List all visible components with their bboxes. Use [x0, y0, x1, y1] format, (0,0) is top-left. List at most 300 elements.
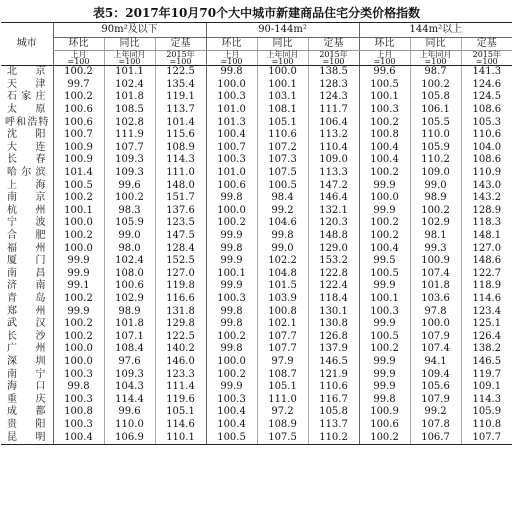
index-value: 103.9: [257, 293, 308, 306]
city-name: 杭州: [7, 204, 46, 216]
index-value: 111.0: [257, 393, 308, 406]
index-value: 100.7: [53, 129, 104, 142]
index-value: 114.4: [104, 393, 155, 406]
index-value: 148.1: [461, 230, 512, 243]
index-value: 108.9: [257, 419, 308, 432]
unit-header-base: 2015年 =100: [308, 51, 359, 66]
index-value: 100.3: [53, 368, 104, 381]
table-row: [1, 129, 512, 142]
index-value: 113.2: [308, 129, 359, 142]
index-value: 107.7: [257, 330, 308, 343]
index-value: 99.8: [206, 192, 257, 205]
index-value: 99.0: [410, 179, 461, 192]
index-value: 100.5: [359, 330, 410, 343]
index-value: 107.4: [410, 268, 461, 281]
index-value: 108.5: [104, 104, 155, 117]
index-value: 105.1: [257, 381, 308, 394]
index-value: 121.9: [308, 368, 359, 381]
index-value: 127.0: [461, 242, 512, 255]
index-value: 100.5: [53, 179, 104, 192]
table-row: [1, 393, 512, 406]
index-value: 126.4: [461, 330, 512, 343]
index-value: 105.6: [410, 381, 461, 394]
index-value: 101.5: [257, 280, 308, 293]
index-value: 99.9: [359, 368, 410, 381]
index-value: 99.9: [206, 280, 257, 293]
index-value: 99.0: [257, 242, 308, 255]
index-value: 99.8: [257, 230, 308, 243]
index-value: 98.1: [410, 230, 461, 243]
index-value: 108.0: [104, 268, 155, 281]
index-value: 99.8: [206, 242, 257, 255]
index-value: 115.6: [155, 129, 206, 142]
city-name: 南京: [7, 192, 46, 204]
index-value: 100.2: [359, 116, 410, 129]
table-row: [1, 419, 512, 432]
index-value: 109.0: [308, 154, 359, 167]
index-value: 99.9: [359, 179, 410, 192]
index-value: 137.9: [308, 343, 359, 356]
table-row: [1, 230, 512, 243]
index-value: 140.2: [155, 343, 206, 356]
index-value: 105.9: [461, 406, 512, 419]
index-value: 107.7: [461, 431, 512, 444]
subheader-base: 定基: [461, 38, 512, 51]
index-value: 110.0: [410, 129, 461, 142]
city-name: 石家庄: [7, 91, 46, 103]
index-value: 99.6: [104, 406, 155, 419]
unit-header-mom: 上月 =100: [359, 51, 410, 66]
index-value: 109.3: [104, 167, 155, 180]
index-value: 123.5: [155, 217, 206, 230]
index-value: 97.9: [257, 356, 308, 369]
index-value: 128.4: [155, 242, 206, 255]
index-value: 109.3: [104, 154, 155, 167]
index-value: 99.9: [206, 255, 257, 268]
index-value: 102.4: [104, 255, 155, 268]
index-value: 100.9: [53, 142, 104, 155]
index-value: 146.4: [308, 192, 359, 205]
subheader-base: 定基: [308, 38, 359, 51]
table-row: [1, 142, 512, 155]
city-name: 广州: [7, 343, 46, 355]
index-value: 100.4: [359, 154, 410, 167]
table-row: [1, 381, 512, 394]
index-value: 102.8: [104, 116, 155, 129]
index-value: 100.4: [359, 142, 410, 155]
table-row: [1, 318, 512, 331]
index-value: 100.0: [53, 217, 104, 230]
index-value: 101.3: [206, 116, 257, 129]
index-value: 100.2: [206, 330, 257, 343]
index-value: 108.1: [257, 104, 308, 117]
index-value: 123.4: [461, 305, 512, 318]
index-value: 118.9: [461, 280, 512, 293]
index-value: 99.8: [206, 343, 257, 356]
index-value: 122.5: [155, 66, 206, 79]
index-value: 116.6: [155, 293, 206, 306]
index-value: 100.6: [104, 280, 155, 293]
index-value: 124.6: [461, 79, 512, 92]
index-value: 100.2: [359, 167, 410, 180]
index-value: 110.6: [257, 129, 308, 142]
index-value: 105.3: [461, 116, 512, 129]
index-value: 107.7: [257, 343, 308, 356]
index-value: 100.2: [53, 91, 104, 104]
index-value: 101.8: [104, 318, 155, 331]
index-value: 100.9: [53, 154, 104, 167]
index-value: 97.2: [257, 406, 308, 419]
index-value: 137.6: [155, 205, 206, 218]
index-value: 100.3: [359, 305, 410, 318]
index-value: 105.8: [410, 91, 461, 104]
index-value: 98.3: [104, 205, 155, 218]
table-row: [1, 343, 512, 356]
index-value: 101.0: [206, 167, 257, 180]
index-value: 97.8: [410, 305, 461, 318]
index-value: 110.9: [461, 167, 512, 180]
index-value: 100.1: [359, 91, 410, 104]
index-value: 100.4: [359, 242, 410, 255]
index-value: 128.3: [308, 79, 359, 92]
index-value: 124.3: [308, 91, 359, 104]
city-name: 重庆: [7, 393, 46, 405]
index-value: 100.0: [206, 79, 257, 92]
index-value: 122.8: [308, 268, 359, 281]
table-row: [1, 356, 512, 369]
table-row: [1, 66, 512, 79]
index-value: 152.5: [155, 255, 206, 268]
index-value: 99.3: [410, 242, 461, 255]
group-header-large: 144m²以上: [359, 23, 512, 38]
index-value: 101.4: [53, 167, 104, 180]
index-value: 110.2: [308, 431, 359, 444]
index-value: 99.9: [359, 318, 410, 331]
index-value: 104.6: [257, 217, 308, 230]
index-value: 110.1: [155, 431, 206, 444]
index-value: 100.5: [206, 431, 257, 444]
unit-header-base: 2015年 =100: [461, 51, 512, 66]
index-value: 113.7: [155, 104, 206, 117]
index-value: 99.5: [359, 255, 410, 268]
index-value: 100.2: [104, 192, 155, 205]
index-value: 100.2: [359, 217, 410, 230]
city-name: 昆明: [1, 431, 53, 444]
city-name: 郑州: [7, 305, 46, 317]
index-value: 99.1: [53, 280, 104, 293]
index-value: 143.0: [461, 179, 512, 192]
city-name: 宁波: [7, 217, 46, 229]
index-value: 124.5: [461, 91, 512, 104]
index-value: 100.2: [410, 205, 461, 218]
unit-header-yoy: 上年同月 =100: [257, 51, 308, 66]
index-value: 138.2: [461, 343, 512, 356]
unit-header-base: 2015年 =100: [155, 51, 206, 66]
index-value: 148.6: [461, 255, 512, 268]
index-value: 100.2: [206, 217, 257, 230]
index-value: 100.6: [359, 419, 410, 432]
index-value: 107.5: [257, 431, 308, 444]
index-value: 100.4: [206, 419, 257, 432]
index-value: 99.8: [359, 393, 410, 406]
table-row: [1, 104, 512, 117]
index-value: 119.1: [155, 91, 206, 104]
index-value: 99.2: [257, 205, 308, 218]
index-value: 114.6: [155, 419, 206, 432]
index-value: 108.6: [461, 104, 512, 117]
index-value: 108.9: [155, 142, 206, 155]
index-value: 99.0: [104, 230, 155, 243]
index-value: 100.0: [410, 318, 461, 331]
index-value: 148.8: [308, 230, 359, 243]
index-value: 100.2: [410, 79, 461, 92]
index-value: 99.9: [359, 381, 410, 394]
index-value: 126.8: [308, 330, 359, 343]
index-value: 100.2: [53, 230, 104, 243]
city-name: 厦门: [7, 255, 46, 267]
index-value: 102.9: [104, 293, 155, 306]
index-value: 129.0: [308, 242, 359, 255]
index-value: 100.0: [257, 66, 308, 79]
table-row: [1, 116, 512, 129]
index-value: 106.7: [410, 431, 461, 444]
city-name: 沈阳: [7, 129, 46, 141]
index-value: 131.8: [155, 305, 206, 318]
table-row: [1, 217, 512, 230]
index-value: 100.3: [359, 104, 410, 117]
index-value: 100.3: [206, 293, 257, 306]
index-value: 105.9: [104, 217, 155, 230]
index-value: 128.9: [461, 205, 512, 218]
table-title: 表5：2017年10月70个大中城市新建商品住宅分类价格指数: [92, 6, 421, 20]
table-row: [1, 167, 512, 180]
index-value: 102.1: [257, 318, 308, 331]
index-value: 100.8: [53, 406, 104, 419]
index-value: 99.6: [104, 179, 155, 192]
table-row: [1, 293, 512, 306]
index-value: 104.3: [104, 381, 155, 394]
index-value: 100.5: [359, 268, 410, 281]
index-value: 143.2: [461, 192, 512, 205]
city-name: 大连: [7, 141, 46, 153]
index-value: 100.1: [359, 293, 410, 306]
index-value: 100.2: [359, 230, 410, 243]
index-value: 118.4: [308, 293, 359, 306]
index-value: 103.1: [257, 91, 308, 104]
index-value: 100.1: [206, 268, 257, 281]
city-name: 呼和浩特: [5, 116, 49, 128]
index-value: 99.8: [53, 381, 104, 394]
index-value: 122.5: [155, 330, 206, 343]
index-value: 102.2: [257, 255, 308, 268]
index-value: 101.8: [104, 91, 155, 104]
index-value: 99.8: [206, 66, 257, 79]
city-name: 太原: [7, 104, 46, 116]
index-value: 111.4: [155, 381, 206, 394]
city-name: 贵阳: [7, 418, 46, 430]
index-value: 99.9: [53, 255, 104, 268]
index-value: 120.3: [308, 217, 359, 230]
index-value: 111.7: [308, 104, 359, 117]
index-value: 125.1: [461, 318, 512, 331]
index-value: 100.0: [53, 242, 104, 255]
index-value: 114.3: [155, 154, 206, 167]
index-value: 111.9: [104, 129, 155, 142]
table-row: [1, 179, 512, 192]
index-value: 129.8: [155, 318, 206, 331]
index-value: 94.1: [410, 356, 461, 369]
city-name: 济南: [7, 280, 46, 292]
city-name: 南宁: [7, 368, 46, 380]
index-value: 99.8: [206, 305, 257, 318]
index-value: 105.8: [308, 406, 359, 419]
index-value: 147.5: [155, 230, 206, 243]
index-value: 107.7: [104, 142, 155, 155]
index-value: 122.7: [461, 268, 512, 281]
index-value: 100.3: [53, 393, 104, 406]
index-value: 114.3: [461, 393, 512, 406]
index-value: 100.4: [206, 129, 257, 142]
city-column-header: 城市: [1, 23, 53, 66]
table-row: [1, 205, 512, 218]
index-value: 153.2: [308, 255, 359, 268]
index-value: 100.2: [206, 368, 257, 381]
index-value: 100.2: [359, 431, 410, 444]
unit-header-yoy: 上年同月 =100: [104, 51, 155, 66]
index-value: 100.2: [53, 330, 104, 343]
index-value: 100.0: [53, 356, 104, 369]
index-value: 100.1: [257, 79, 308, 92]
index-value: 101.1: [104, 66, 155, 79]
index-value: 107.5: [257, 167, 308, 180]
index-value: 98.0: [104, 242, 155, 255]
index-value: 135.4: [155, 79, 206, 92]
city-name: 福州: [7, 242, 46, 254]
index-value: 113.7: [308, 419, 359, 432]
index-value: 102.9: [410, 217, 461, 230]
index-value: 100.3: [53, 419, 104, 432]
index-value: 107.1: [104, 330, 155, 343]
table-row: [1, 305, 512, 318]
index-value: 100.5: [359, 79, 410, 92]
index-value: 100.2: [53, 192, 104, 205]
table-row: [1, 268, 512, 281]
index-value: 99.9: [206, 230, 257, 243]
index-value: 100.3: [206, 154, 257, 167]
city-name: 深圳: [7, 355, 46, 367]
index-value: 100.6: [206, 179, 257, 192]
index-value: 100.5: [257, 179, 308, 192]
index-value: 100.6: [53, 104, 104, 117]
index-value: 99.6: [359, 66, 410, 79]
index-value: 109.0: [410, 167, 461, 180]
index-value: 113.3: [308, 167, 359, 180]
city-name: 青岛: [7, 292, 46, 304]
index-value: 109.3: [104, 368, 155, 381]
index-value: 100.2: [53, 66, 104, 79]
index-value: 100.9: [410, 255, 461, 268]
table-row: [1, 330, 512, 343]
index-value: 107.9: [410, 393, 461, 406]
city-name: 长春: [7, 154, 46, 166]
index-value: 118.3: [461, 217, 512, 230]
index-value: 138.5: [308, 66, 359, 79]
index-value: 141.3: [461, 66, 512, 79]
table-row: [1, 192, 512, 205]
index-value: 119.6: [155, 393, 206, 406]
index-value: 99.9: [359, 356, 410, 369]
index-value: 146.5: [461, 356, 512, 369]
index-value: 100.3: [206, 91, 257, 104]
index-value: 102.4: [104, 79, 155, 92]
table-row: [1, 280, 512, 293]
index-value: 99.9: [53, 305, 104, 318]
index-value: 108.6: [461, 154, 512, 167]
index-value: 103.6: [410, 293, 461, 306]
index-value: 100.4: [53, 431, 104, 444]
city-name: 上海: [7, 179, 46, 191]
city-name: 海口: [7, 381, 46, 393]
index-value: 104.0: [461, 142, 512, 155]
index-value: 105.1: [257, 116, 308, 129]
index-value: 108.7: [257, 368, 308, 381]
city-name: 哈尔滨: [7, 167, 46, 179]
unit-header-mom: 上月 =100: [206, 51, 257, 66]
index-value: 106.9: [104, 431, 155, 444]
unit-header-yoy: 上年同月 =100: [410, 51, 461, 66]
index-value: 110.8: [461, 419, 512, 432]
index-value: 100.2: [53, 318, 104, 331]
index-value: 101.4: [155, 116, 206, 129]
index-value: 99.8: [206, 318, 257, 331]
index-value: 107.9: [410, 330, 461, 343]
table-row: [1, 406, 512, 419]
index-value: 100.0: [206, 356, 257, 369]
index-value: 107.8: [410, 419, 461, 432]
subheader-base: 定基: [155, 38, 206, 51]
table-row: [1, 79, 512, 92]
index-value: 99.9: [53, 268, 104, 281]
table-row: [1, 255, 512, 268]
index-value: 98.7: [410, 66, 461, 79]
index-value: 99.9: [359, 205, 410, 218]
index-value: 146.0: [155, 356, 206, 369]
index-value: 100.1: [53, 205, 104, 218]
index-value: 99.7: [53, 79, 104, 92]
index-value: 105.1: [155, 406, 206, 419]
index-value: 100.6: [53, 116, 104, 129]
index-value: 119.7: [461, 368, 512, 381]
index-value: 110.6: [461, 129, 512, 142]
index-value: 100.2: [53, 293, 104, 306]
table-row: [1, 242, 512, 255]
table-row: [1, 91, 512, 104]
group-header-small: 90m²及以下: [53, 23, 206, 38]
index-value: 116.7: [308, 393, 359, 406]
index-value: 111.0: [155, 167, 206, 180]
index-value: 100.8: [257, 305, 308, 318]
index-value: 130.8: [308, 318, 359, 331]
index-value: 100.7: [206, 142, 257, 155]
index-value: 110.6: [308, 381, 359, 394]
price-index-table: [1, 22, 512, 445]
index-value: 109.1: [461, 381, 512, 394]
unit-header-mom: 上月 =100: [53, 51, 104, 66]
city-name: 成都: [7, 406, 46, 418]
city-name: 天津: [7, 78, 46, 90]
index-value: 106.4: [308, 116, 359, 129]
index-value: 151.7: [155, 192, 206, 205]
